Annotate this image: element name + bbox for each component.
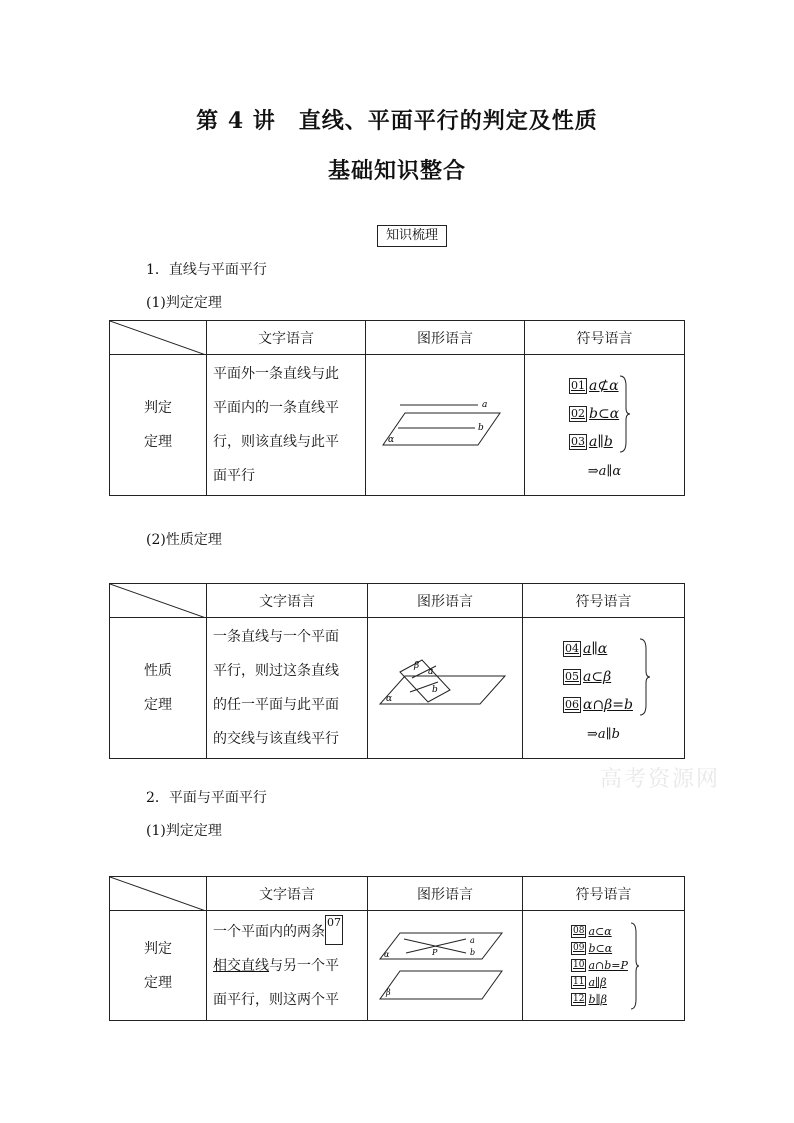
text-language-cell bbox=[207, 355, 366, 496]
symbol-line bbox=[569, 372, 619, 400]
row-label-line1: 判定 bbox=[144, 400, 172, 416]
blank-number: 08 bbox=[573, 926, 585, 936]
symbol-language-cell bbox=[525, 355, 685, 496]
row-label-line2: 定理 bbox=[144, 974, 172, 991]
symbol-line bbox=[569, 400, 619, 428]
fig-label-p: P bbox=[432, 947, 438, 957]
symbol-answer: a⊂β bbox=[583, 668, 612, 685]
symbol-answer: a∥β bbox=[588, 976, 607, 989]
watermark: 高考资源网 bbox=[600, 767, 721, 792]
blank-answer: 相交直线 bbox=[213, 957, 269, 974]
symbol-line bbox=[563, 691, 633, 719]
figure-cell bbox=[366, 355, 525, 496]
text-line: 的交线与该直线平行 bbox=[213, 731, 339, 747]
header-figure-language: 图形语言 bbox=[366, 321, 525, 355]
symbol-line bbox=[571, 923, 628, 940]
row-label-line1: 性质 bbox=[144, 663, 172, 679]
text-line: 面平行，则这两个平 bbox=[213, 991, 339, 1008]
row-label bbox=[110, 911, 207, 1021]
fig-label-b: b bbox=[470, 947, 476, 957]
blank-number: 01 bbox=[571, 378, 585, 392]
symbol-answer: a∥α bbox=[583, 640, 608, 657]
table-corner-cell bbox=[110, 877, 207, 911]
symbol-answer: b⊂α bbox=[588, 942, 613, 955]
symbol-answer: a∩b=P bbox=[588, 959, 628, 972]
blank-number: 11 bbox=[573, 977, 585, 987]
row-label-line1: 判定 bbox=[144, 940, 172, 957]
header-symbol-language: 符号语言 bbox=[523, 584, 685, 618]
subheading-property-1: (2)性质定理 bbox=[146, 532, 222, 548]
symbol-answer: b⊂α bbox=[589, 405, 620, 422]
figure-cell bbox=[368, 618, 523, 759]
symbol-conclusion: ⇒a∥b bbox=[587, 726, 620, 742]
symbol-language-cell bbox=[523, 618, 685, 759]
text-line: 平面内的一条直线平 bbox=[213, 400, 339, 416]
subheading-criterion-1: (1)判定定理 bbox=[146, 295, 222, 311]
heading-plane-plane-parallel: 2．平面与平面平行 bbox=[146, 790, 267, 806]
blank-number: 02 bbox=[571, 406, 585, 420]
symbol-answer: a⊄α bbox=[589, 377, 619, 394]
header-figure-language: 图形语言 bbox=[368, 877, 523, 911]
symbol-line bbox=[571, 957, 628, 974]
table-corner-cell bbox=[110, 584, 207, 618]
right-brace-icon bbox=[630, 921, 640, 1011]
text-line: 面平行 bbox=[213, 468, 255, 484]
right-brace-icon bbox=[639, 637, 653, 717]
symbol-line bbox=[571, 974, 628, 991]
header-symbol-language: 符号语言 bbox=[523, 877, 685, 911]
symbol-answer: b∥β bbox=[588, 993, 607, 1006]
symbol-conclusion: ⇒a∥α bbox=[587, 463, 622, 479]
blank-number: 12 bbox=[573, 994, 585, 1004]
blank-number: 09 bbox=[573, 943, 585, 953]
header-text-language: 文字语言 bbox=[207, 321, 366, 355]
header-text-language: 文字语言 bbox=[207, 584, 368, 618]
symbol-language-cell bbox=[523, 911, 685, 1021]
blank-number: 03 bbox=[571, 434, 585, 448]
blank-number: 10 bbox=[573, 960, 585, 970]
text-line: 行，则该直线与此平 bbox=[213, 434, 339, 450]
symbol-line bbox=[563, 635, 633, 663]
fig-label-beta: β bbox=[414, 661, 420, 671]
fig-label-a: a bbox=[428, 667, 434, 677]
header-text-language: 文字语言 bbox=[207, 877, 368, 911]
fig-label-b: b bbox=[478, 423, 484, 433]
text-fragment: 一个平面内的两条 bbox=[213, 923, 325, 940]
text-line: 平行，则过这条直线 bbox=[213, 663, 339, 679]
row-label-line2: 定理 bbox=[144, 434, 172, 450]
fig-label-b: b bbox=[432, 685, 438, 695]
text-line bbox=[213, 915, 361, 949]
heading-line-plane-parallel: 1．直线与平面平行 bbox=[146, 262, 267, 278]
table-line-plane-property bbox=[109, 583, 685, 759]
symbol-answer: a⊂α bbox=[588, 925, 612, 938]
symbol-line bbox=[569, 428, 619, 456]
blank-number: 07 bbox=[325, 915, 343, 945]
row-label bbox=[110, 355, 207, 496]
table-corner-cell bbox=[110, 321, 207, 355]
figure-cell bbox=[368, 911, 523, 1021]
two-planes-figure bbox=[370, 919, 520, 1009]
plane-intersection-figure bbox=[370, 656, 520, 716]
blank-number: 06 bbox=[565, 697, 579, 711]
text-line: 平面外一条直线与此 bbox=[213, 366, 339, 382]
symbol-line bbox=[563, 663, 633, 691]
fig-label-a: a bbox=[470, 935, 475, 945]
row-label bbox=[110, 618, 207, 759]
blank-number: 04 bbox=[565, 641, 579, 655]
text-line: 的任一平面与此平面 bbox=[213, 697, 339, 713]
table-line-plane-criterion bbox=[109, 320, 685, 496]
page-title: 第 4 讲 直线、平面平行的判定及性质 bbox=[196, 108, 598, 134]
right-brace-icon bbox=[619, 374, 631, 454]
symbol-answer: α∩β=b bbox=[583, 696, 633, 713]
symbol-line bbox=[571, 991, 628, 1008]
line-plane-parallel-figure bbox=[370, 393, 520, 453]
fig-label-a: a bbox=[482, 400, 488, 410]
text-line: 一条直线与一个平面 bbox=[213, 629, 339, 645]
header-symbol-language: 符号语言 bbox=[525, 321, 685, 355]
subheading-criterion-2: (1)判定定理 bbox=[146, 823, 222, 839]
header-figure-language: 图形语言 bbox=[368, 584, 523, 618]
table-plane-plane-criterion bbox=[109, 876, 685, 1021]
page-subtitle: 基础知识整合 bbox=[327, 158, 466, 184]
fig-label-alpha: α bbox=[386, 694, 393, 704]
fig-label-alpha: α bbox=[384, 949, 390, 959]
text-language-cell bbox=[207, 911, 368, 1021]
symbol-line bbox=[571, 940, 628, 957]
fig-label-beta: β bbox=[386, 987, 391, 997]
text-line bbox=[213, 949, 361, 983]
text-fragment: 与另一个平 bbox=[269, 957, 339, 974]
text-language-cell bbox=[207, 618, 368, 759]
blank-number: 05 bbox=[565, 669, 579, 683]
row-label-line2: 定理 bbox=[144, 697, 172, 713]
fig-label-alpha: α bbox=[388, 435, 395, 445]
section-box-label: 知识梳理 bbox=[377, 225, 447, 247]
symbol-answer: a∥b bbox=[589, 433, 613, 450]
